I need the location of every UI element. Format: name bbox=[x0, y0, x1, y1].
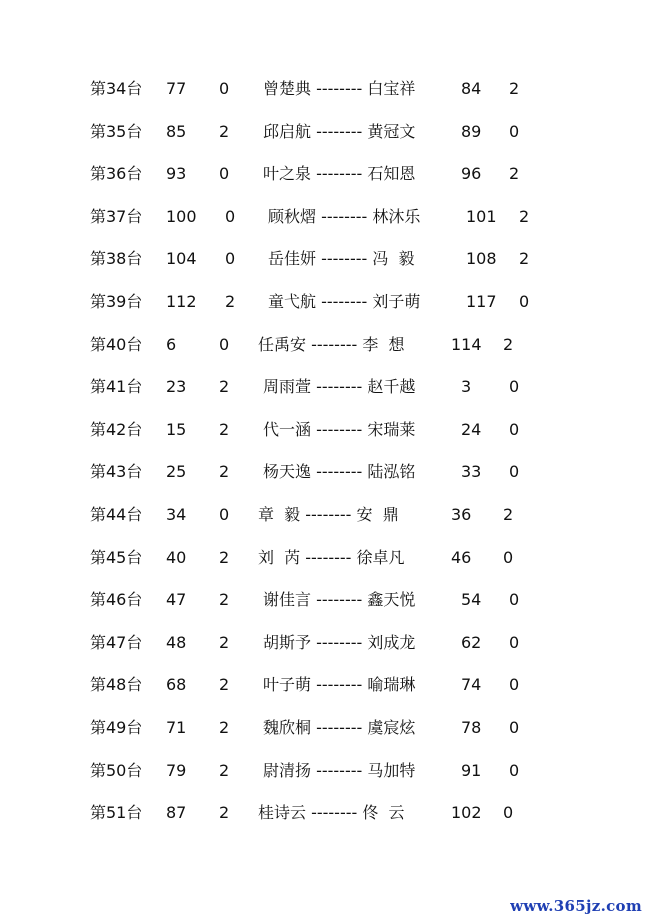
player-a-number: 112 bbox=[166, 292, 197, 311]
player-a-points: 2 bbox=[219, 632, 230, 652]
player-b-points: 2 bbox=[519, 249, 530, 269]
table-number: 第39台 bbox=[90, 292, 143, 311]
player-b-points: 2 bbox=[509, 164, 520, 184]
player-b-number: 54 bbox=[461, 590, 482, 610]
pairing-row bbox=[0, 117, 650, 147]
table-number: 第41台 bbox=[90, 377, 143, 397]
pairing-row bbox=[0, 244, 650, 274]
table-number: 第34台 bbox=[90, 79, 143, 98]
table-number: 第49台 bbox=[90, 718, 143, 737]
player-b-number: 46 bbox=[451, 547, 472, 567]
player-a-number: 23 bbox=[166, 377, 187, 397]
player-pair: 叶子萌 -------- 喻瑞琳 bbox=[263, 675, 416, 695]
player-pair: 胡斯予 -------- 刘成龙 bbox=[263, 632, 416, 652]
player-pair: 岳佳妍 -------- 冯 毅 bbox=[268, 249, 415, 269]
player-a-number: 40 bbox=[166, 547, 187, 567]
player-b-points: 2 bbox=[503, 334, 514, 354]
player-b-number: 33 bbox=[461, 462, 482, 482]
player-pair: 尉清扬 -------- 马加特 bbox=[263, 760, 416, 780]
player-a-number: 34 bbox=[166, 505, 187, 524]
player-a-points: 2 bbox=[219, 462, 230, 482]
table-number: 第40台 bbox=[90, 334, 143, 354]
player-pair: 魏欣桐 -------- 虞宸炫 bbox=[263, 718, 416, 737]
table-number: 第42台 bbox=[90, 419, 143, 439]
player-a-points: 0 bbox=[219, 164, 230, 184]
player-b-number: 91 bbox=[461, 760, 482, 780]
player-a-number: 48 bbox=[166, 632, 187, 652]
player-a-number: 71 bbox=[166, 718, 187, 737]
player-b-points: 0 bbox=[509, 121, 520, 141]
player-pair: 代一涵 -------- 宋瑞莱 bbox=[263, 419, 416, 439]
player-b-points: 0 bbox=[509, 675, 520, 695]
player-a-number: 68 bbox=[166, 675, 187, 695]
player-b-points: 0 bbox=[503, 803, 514, 823]
player-b-number: 96 bbox=[461, 164, 482, 184]
player-b-number: 74 bbox=[461, 675, 482, 695]
player-a-number: 25 bbox=[166, 462, 187, 482]
player-b-number: 24 bbox=[461, 419, 482, 439]
player-b-points: 0 bbox=[509, 419, 520, 439]
player-a-points: 0 bbox=[219, 79, 230, 98]
pairing-row bbox=[0, 372, 650, 402]
player-a-number: 85 bbox=[166, 121, 187, 141]
player-a-number: 77 bbox=[166, 79, 187, 98]
player-pair: 叶之泉 -------- 石知恩 bbox=[263, 164, 416, 184]
player-b-number: 101 bbox=[466, 206, 497, 226]
player-pair: 任禹安 -------- 李 想 bbox=[258, 334, 405, 354]
pairing-row bbox=[0, 415, 650, 445]
watermark: www.365jz.com bbox=[510, 897, 642, 915]
player-pair: 杨天逸 -------- 陆泓铭 bbox=[263, 462, 416, 482]
player-b-points: 2 bbox=[503, 505, 514, 524]
pairing-row bbox=[0, 670, 650, 700]
pairing-row bbox=[0, 74, 650, 104]
pairing-row bbox=[0, 798, 650, 828]
player-b-points: 2 bbox=[509, 79, 520, 98]
player-a-points: 2 bbox=[219, 121, 230, 141]
pairing-row bbox=[0, 628, 650, 658]
player-a-points: 0 bbox=[225, 249, 236, 269]
player-b-points: 0 bbox=[509, 760, 520, 780]
player-a-number: 6 bbox=[166, 334, 177, 354]
table-number: 第36台 bbox=[90, 164, 143, 184]
player-b-number: 89 bbox=[461, 121, 482, 141]
player-pair: 邱启航 -------- 黄冠文 bbox=[263, 121, 416, 141]
player-pair: 周雨萱 -------- 赵千越 bbox=[263, 377, 416, 397]
table-number: 第38台 bbox=[90, 249, 143, 269]
player-pair: 刘 芮 -------- 徐卓凡 bbox=[258, 547, 405, 567]
pairing-row bbox=[0, 159, 650, 189]
player-a-number: 100 bbox=[166, 206, 197, 226]
table-number: 第45台 bbox=[90, 547, 143, 567]
table-number: 第44台 bbox=[90, 505, 143, 524]
player-a-points: 2 bbox=[219, 419, 230, 439]
player-b-points: 0 bbox=[509, 377, 520, 397]
player-b-number: 62 bbox=[461, 632, 482, 652]
player-a-number: 47 bbox=[166, 590, 187, 610]
player-pair: 曾楚典 -------- 白宝祥 bbox=[263, 79, 416, 98]
pairing-row bbox=[0, 457, 650, 487]
pairing-row bbox=[0, 756, 650, 786]
pairing-row bbox=[0, 330, 650, 360]
player-b-points: 0 bbox=[509, 462, 520, 482]
player-a-points: 2 bbox=[219, 377, 230, 397]
table-number: 第47台 bbox=[90, 632, 143, 652]
table-number: 第48台 bbox=[90, 675, 143, 695]
player-pair: 桂诗云 -------- 佟 云 bbox=[258, 803, 405, 823]
player-pair: 顾秋熠 -------- 林沐乐 bbox=[268, 206, 421, 226]
player-a-points: 2 bbox=[219, 718, 230, 737]
player-a-points: 0 bbox=[225, 206, 236, 226]
player-b-points: 0 bbox=[509, 718, 520, 737]
player-a-points: 2 bbox=[219, 760, 230, 780]
pairing-row bbox=[0, 500, 650, 530]
player-b-number: 84 bbox=[461, 79, 482, 98]
pairing-row bbox=[0, 287, 650, 317]
table-number: 第46台 bbox=[90, 590, 143, 610]
player-a-number: 15 bbox=[166, 419, 187, 439]
player-pair: 童弋航 -------- 刘子萌 bbox=[268, 292, 421, 311]
player-a-points: 0 bbox=[219, 334, 230, 354]
player-b-points: 0 bbox=[509, 632, 520, 652]
pairing-row bbox=[0, 585, 650, 615]
player-a-points: 2 bbox=[219, 675, 230, 695]
player-a-number: 93 bbox=[166, 164, 187, 184]
table-number: 第35台 bbox=[90, 121, 143, 141]
player-b-points: 0 bbox=[503, 547, 514, 567]
player-b-number: 114 bbox=[451, 334, 482, 354]
table-number: 第50台 bbox=[90, 760, 143, 780]
player-a-points: 2 bbox=[219, 803, 230, 823]
player-a-number: 104 bbox=[166, 249, 197, 269]
player-b-number: 36 bbox=[451, 505, 472, 524]
player-a-points: 0 bbox=[219, 505, 230, 524]
player-a-number: 87 bbox=[166, 803, 187, 823]
pairing-row bbox=[0, 202, 650, 232]
pairing-row bbox=[0, 543, 650, 573]
player-a-points: 2 bbox=[219, 547, 230, 567]
player-b-number: 117 bbox=[466, 292, 497, 311]
player-pair: 章 毅 -------- 安 鼎 bbox=[258, 505, 399, 524]
table-number: 第51台 bbox=[90, 803, 143, 823]
player-a-points: 2 bbox=[219, 590, 230, 610]
player-pair: 谢佳言 -------- 鑫天悦 bbox=[263, 590, 416, 610]
table-number: 第43台 bbox=[90, 462, 143, 482]
player-b-points: 0 bbox=[509, 590, 520, 610]
player-a-points: 2 bbox=[225, 292, 236, 311]
player-b-number: 3 bbox=[461, 377, 472, 397]
player-b-points: 0 bbox=[519, 292, 530, 311]
player-a-number: 79 bbox=[166, 760, 187, 780]
player-b-number: 108 bbox=[466, 249, 497, 269]
player-b-points: 2 bbox=[519, 206, 530, 226]
player-b-number: 102 bbox=[451, 803, 482, 823]
player-b-number: 78 bbox=[461, 718, 482, 737]
table-number: 第37台 bbox=[90, 206, 143, 226]
pairing-row bbox=[0, 713, 650, 743]
